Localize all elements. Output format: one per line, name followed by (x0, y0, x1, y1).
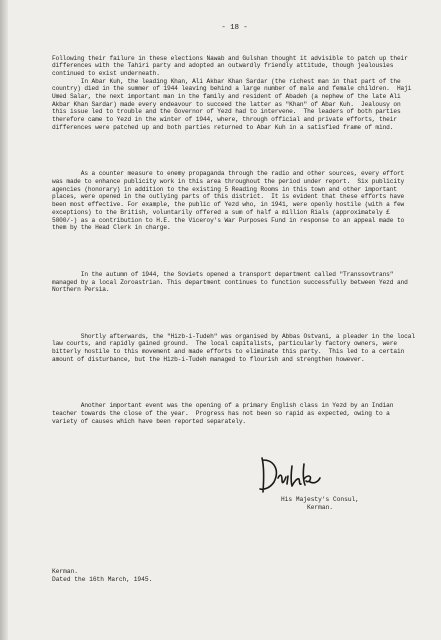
paragraph-hizb-i-tudeh: Shortly afterwards, the "Hizb-i-Tudeh" was organised by Abbas Ostvani, a pleader in the local law courts, and rapidly gained ground. The local capitalists, particularly factory owners, were bitterly hostile to this movement and made efforts to eliminate this party. This led to a certain amount of disturbance, but the Hizb-i-Tudeh managed to flourish and strengthen however. (52, 332, 419, 363)
handwritten-signature (254, 452, 324, 502)
paragraph-publicity: As a counter measure to enemy propaganda through the radio and other sources, every effort was made to enhance publicity work in this area throughout the period under report. Six publicity agencies (honorary) in addition to the existing 5 Reading Rooms in this town and other important places, were opened in the outlying parts of this district. It is evident that these efforts have been most effective. For example, the public of Yezd who, in 1941, were openly hostile (with a few exceptions) to the British, voluntarily offered a sum of half a million Rials (approximately £ 5000/-) as a contribution to H.E. the Viceroy's War Purposes Fund in response to an appeal made to them by the Head Clerk in charge. (52, 170, 408, 232)
signature-block (250, 452, 420, 542)
date-line: Dated the 16th March, 1945. (52, 576, 153, 583)
office-line-2: Kerman. (307, 504, 333, 511)
paragraph-elections-abar-kuh: Following their failure in these elections Nawab and Gulshan thought it advisible to patch up their differences with the Tahiri party and adopted an outwardly friendly attitude, though jealousies continued to exist underneath. In Abar Kuh, the leading Khan, Ali Akbar Khan Sardar (the richest man in that part of the country) died in the summer of 1944 leaving behind a large number of male and female children. Haji Umed Salar, the next important man in the family and resident of Abadeh (a nephew of the late Ali Akbar Khan Sardar) made every endeavour to succeed the latter as "Khan" of Abar Kuh. Jealousy on this issue led to trouble and the Governor of Yezd had to intervene. The leaders of both parties therefore came to Yezd in the winter of 1944, where, through official and private efforts, their differences were patched up and both parties returned to Abar Kuh in a satisfied frame of mind. (52, 54, 412, 131)
document-body (52, 10, 417, 441)
page-number: - 18 - (221, 24, 248, 33)
office-line-1: His Majesty's Consul, (281, 496, 359, 503)
place-and-date (52, 568, 252, 584)
place-line: Kerman. (52, 568, 78, 575)
paragraph-english-class: Another important event was the opening of a primary English class in Yezd by an Indian teacher towards the close of the year. Progress has not been so rapid as expected, owing to a variety of causes which have been reported separately. (52, 402, 397, 425)
consul-title (250, 496, 390, 512)
page-edge-shadow (0, 0, 8, 640)
paragraph-transsovtrans: In the autumn of 1944, the Soviets opened a transport department called "Transsovtrans" managed by a local Zoroastrian. This department continues to function successfully between Yezd and Northern Persia. (52, 270, 412, 294)
